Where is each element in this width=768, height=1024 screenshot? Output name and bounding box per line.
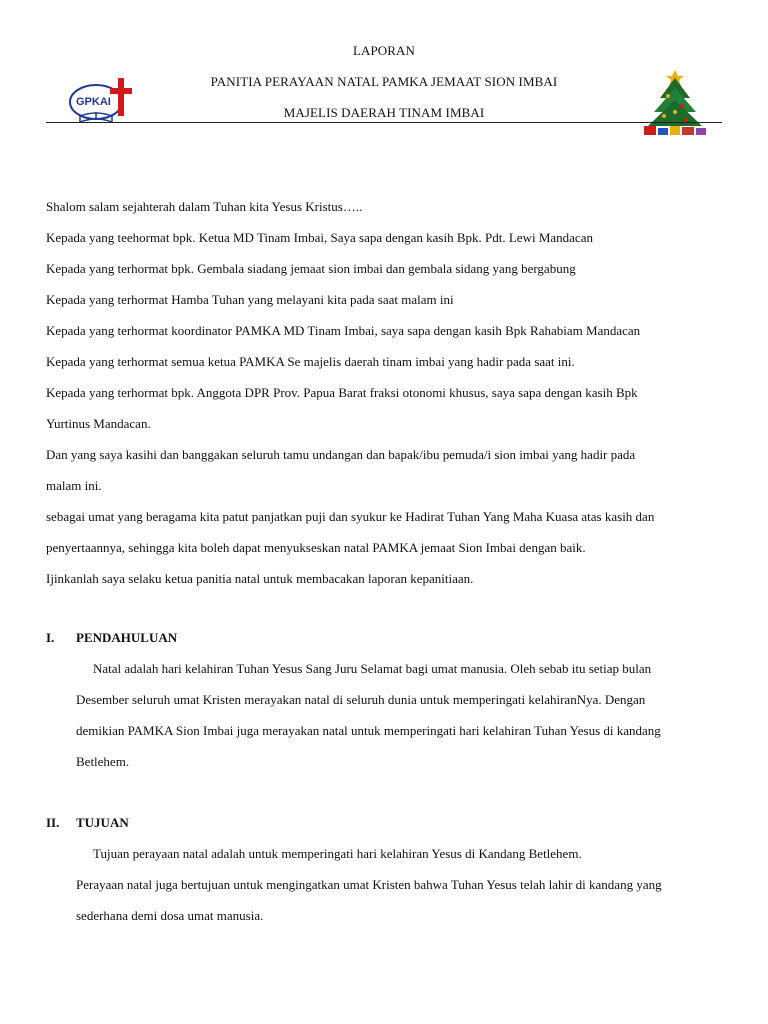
paragraph-line: demikian PAMKA Sion Imbai juga merayakan natal untuk memperingati hari kelahiran Tuhan Yesus di kandang (76, 723, 661, 738)
paragraph-line: sederhana demi dosa umat manusia. (76, 908, 264, 923)
paragraph-line: Desember seluruh umat Kristen merayakan natal di seluruh dunia untuk memperingati kelahiranNya. Dengan (76, 692, 646, 707)
greeting-line: Yurtinus Mandacan. (46, 416, 151, 431)
committee-title: PANITIA PERAYAAN NATAL PAMKA JEMAAT SION IMBAI (210, 74, 558, 89)
greeting-line: Kepada yang terhormat bpk. Gembala siadang jemaat sion imbai dan gembala sidang yang bergabung (46, 261, 576, 276)
council-title: MAJELIS DAERAH TINAM IMBAI (283, 105, 485, 120)
header-divider (46, 122, 722, 123)
report-title: LAPORAN (352, 43, 416, 58)
greeting-line: Kepada yang terhormat semua ketua PAMKA Se majelis daerah tinam imbai yang hadir pada saat ini. (46, 354, 575, 369)
greeting-line: Kepada yang terhormat bpk. Anggota DPR Prov. Papua Barat fraksi otonomi khusus, saya sapa dengan kasih Bpk (46, 385, 638, 400)
section-title: TUJUAN (76, 815, 129, 830)
greeting-line: sebagai umat yang beragama kita patut panjatkan puji dan syukur ke Hadirat Tuhan Yang Maha Kuasa atas kasih dan (46, 509, 655, 524)
church-logo-icon (66, 76, 140, 128)
greeting-line: Dan yang saya kasihi dan banggakan seluruh tamu undangan dan bapak/ibu pemuda/i sion imbai yang hadir pada (46, 447, 636, 462)
section-title: PENDAHULUAN (76, 630, 178, 645)
section-heading (46, 812, 726, 843)
section-paragraph (46, 658, 726, 782)
opening-greetings (46, 196, 726, 599)
greeting-line: Kepada yang teehormat bpk. Ketua MD Tinam Imbai, Saya sapa dengan kasih Bpk. Pdt. Lewi Mandacan (46, 230, 593, 245)
paragraph-line: Betlehem. (76, 754, 130, 769)
section-number: I. (46, 630, 55, 645)
section-heading (46, 627, 726, 658)
letterhead (0, 0, 768, 140)
section-tujuan (46, 812, 726, 936)
greeting-line: Kepada yang terhormat Hamba Tuhan yang melayani kita pada saat malam ini (46, 292, 454, 307)
greeting-line: Ijinkanlah saya selaku ketua panitia natal untuk membacakan laporan kepanitiaan. (46, 571, 474, 586)
greeting-line: Kepada yang terhormat koordinator PAMKA MD Tinam Imbai, saya sapa dengan kasih Bpk Rahabiam Mandacan (46, 323, 641, 338)
paragraph-line: Tujuan perayaan natal adalah untuk memperingati hari kelahiran Yesus di Kandang Betlehem. (93, 846, 582, 861)
greeting-line: malam ini. (46, 478, 102, 493)
paragraph-line: Natal adalah hari kelahiran Tuhan Yesus Sang Juru Selamat bagi umat manusia. Oleh sebab itu setiap bulan (93, 661, 652, 676)
paragraph-line: Perayaan natal juga bertujuan untuk mengingatkan umat Kristen bahwa Tuhan Yesus telah lahir di kandang yang (76, 877, 662, 892)
section-number: II. (46, 815, 60, 830)
logo-text: GPKAI (76, 96, 111, 108)
section-pendahuluan (46, 627, 726, 782)
greeting-line: penyertaannya, sehingga kita boleh dapat menyukseskan natal PAMKA jemaat Sion Imbai dengan baik. (46, 540, 586, 555)
section-paragraph (46, 843, 726, 936)
christmas-tree-icon (638, 66, 712, 136)
greeting-line: Shalom salam sejahterah dalam Tuhan kita Yesus Kristus….. (46, 199, 363, 214)
